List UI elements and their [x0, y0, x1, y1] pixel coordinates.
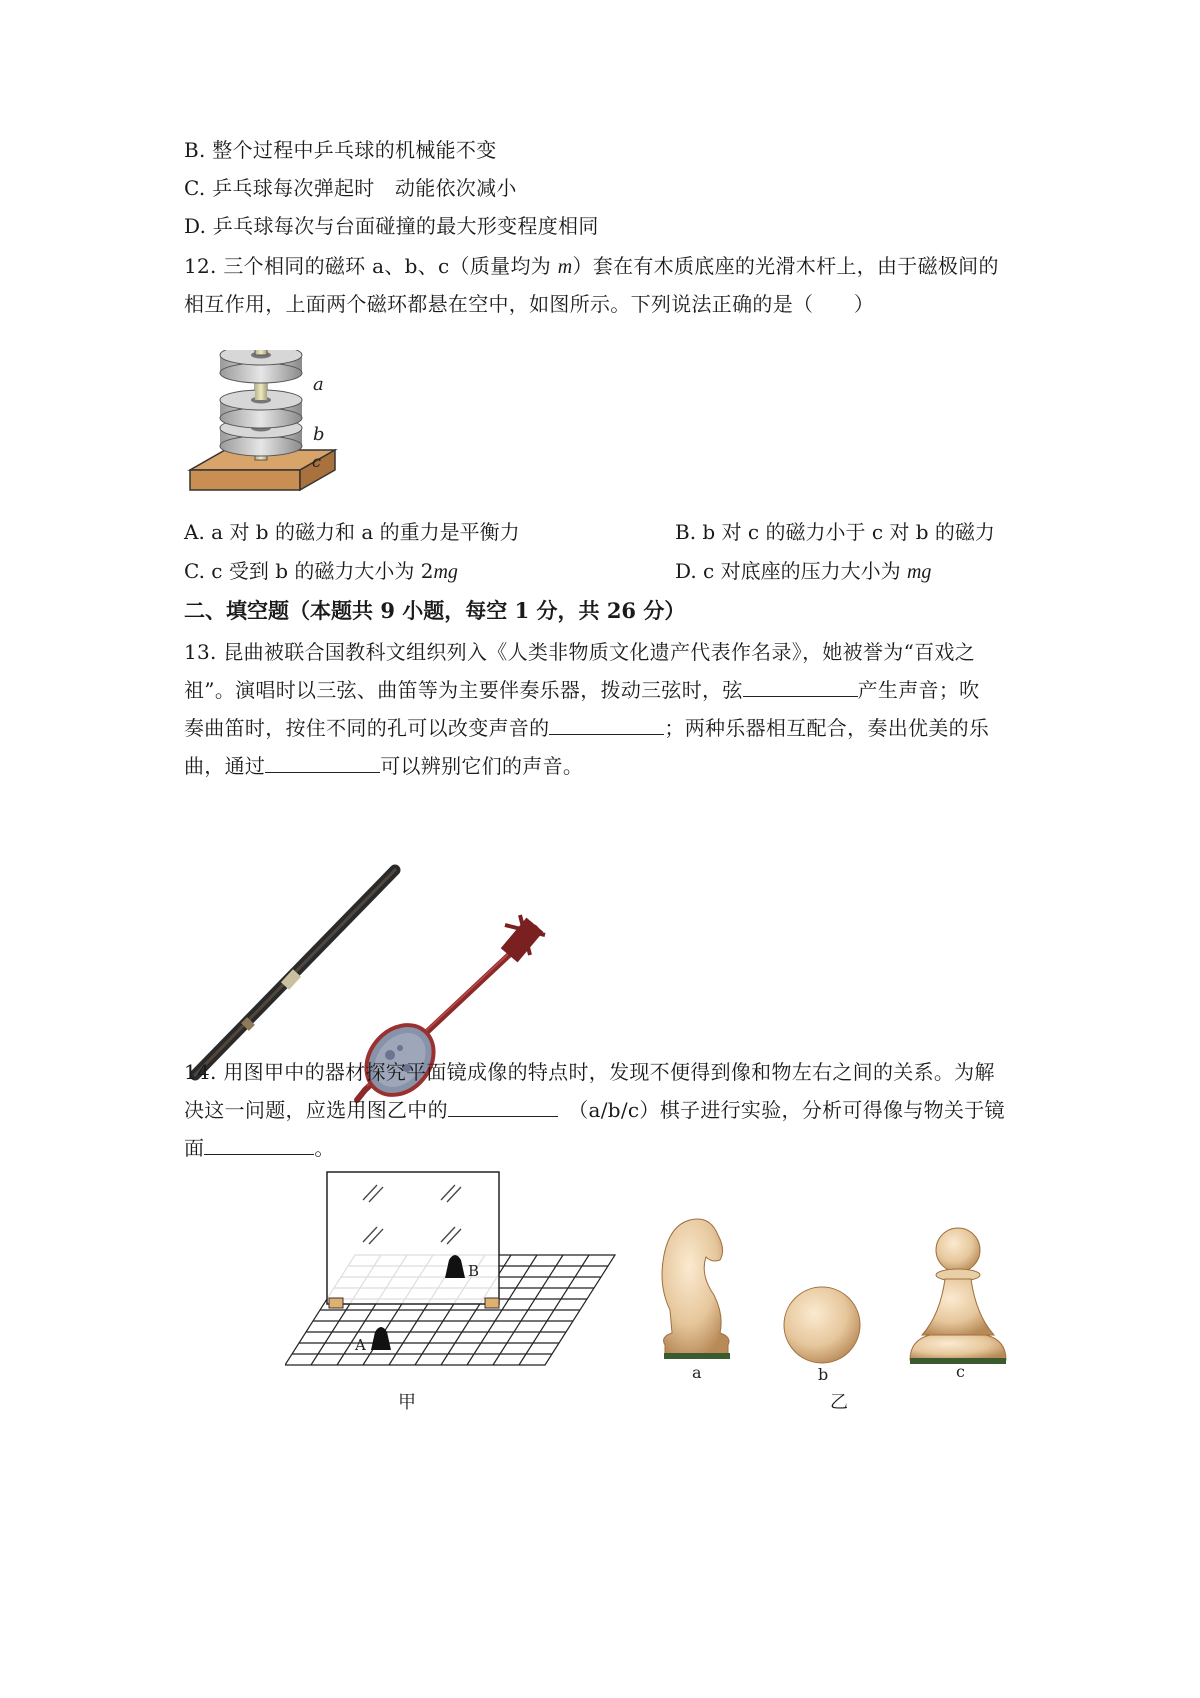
q13-blank-1[interactable] — [743, 678, 858, 697]
q14-stem-line2: 决这一问题，应选用图乙中的 （a/b/c）棋子进行实验，分析可得像与物关于镜 — [184, 1098, 1005, 1122]
mirror-setup-figure — [285, 1170, 625, 1385]
ring-label-b: b — [313, 424, 325, 445]
q11-option-b: B. 整个过程中乒乓球的机械能不变 — [184, 138, 497, 162]
q12-option-a: A. a 对 b 的磁力和 a 的重力是平衡力 — [184, 520, 520, 544]
label-B: B — [468, 1262, 480, 1280]
q14-stem-line3: 面 。 — [184, 1136, 335, 1160]
ring-label-c: c — [312, 452, 321, 471]
chess-pieces-figure — [640, 1195, 1040, 1385]
q12-option-c: C. c 受到 b 的磁力大小为 2mg — [184, 559, 458, 583]
instruments-figure — [185, 860, 585, 1130]
q13-blank-3[interactable] — [265, 754, 380, 773]
q14-stem-line1: 14. 用图甲中的器材探究平面镜成像的特点时，发现不便得到像和物左右之间的关系。为解 — [184, 1060, 995, 1084]
piece-a-image — [371, 1327, 391, 1350]
q12-stem-line1: 12. 三个相同的磁环 a、b、c（质量均为 m）套在有木质底座的光滑木杆上，由于磁极间的 — [184, 254, 999, 278]
q11-option-d: D. 乒乓球每次与台面碰撞的最大形变程度相同 — [184, 214, 599, 238]
piece-label-a: a — [692, 1363, 702, 1382]
q13-stem-line2: 祖”。演唱时以三弦、曲笛等为主要伴奏乐器，拨动三弦时，弦 产生声音；吹 — [184, 678, 980, 702]
magnetic-rings-figure — [185, 350, 345, 510]
q12-option-d: D. c 对底座的压力大小为 mg — [675, 559, 932, 583]
piece-label-c: c — [956, 1362, 965, 1381]
ball-piece-b — [784, 1287, 860, 1363]
q14-blank-2[interactable] — [204, 1136, 314, 1155]
q12-stem-line2: 相互作用，上面两个磁环都悬在空中，如图所示。下列说法正确的是（ ） — [184, 292, 875, 316]
knight-piece-a — [662, 1219, 730, 1359]
ring-label-a: a — [313, 374, 324, 395]
ring-a — [220, 350, 302, 383]
caption-yi: 乙 — [830, 1392, 848, 1413]
caption-jia: 甲 — [398, 1392, 416, 1413]
q13-blank-2[interactable] — [549, 716, 664, 735]
section-heading: 二、填空题（本题共 9 小题，每空 1 分，共 26 分） — [184, 598, 686, 623]
flute-image — [195, 870, 395, 1075]
q13-stem-line1: 13. 昆曲被联合国教科文组织列入《人类非物质文化遗产代表作名录》，她被誉为“百戏之 — [184, 640, 975, 664]
q11-option-c: C. 乒乓球每次弹起时 动能依次减小 — [184, 176, 517, 200]
q13-stem-line3: 奏曲笛时，按住不同的孔可以改变声音的 ；两种乐器相互配合，奏出优美的乐 — [184, 716, 990, 740]
q12-option-b: B. b 对 c 的磁力小于 c 对 b 的磁力 — [675, 520, 995, 544]
q14-blank-1[interactable] — [448, 1098, 558, 1117]
piece-label-b: b — [818, 1365, 829, 1384]
pawn-piece-c — [910, 1228, 1006, 1364]
label-A: A — [355, 1336, 366, 1354]
q13-stem-line4: 曲，通过 可以辨别它们的声音。 — [184, 754, 584, 778]
